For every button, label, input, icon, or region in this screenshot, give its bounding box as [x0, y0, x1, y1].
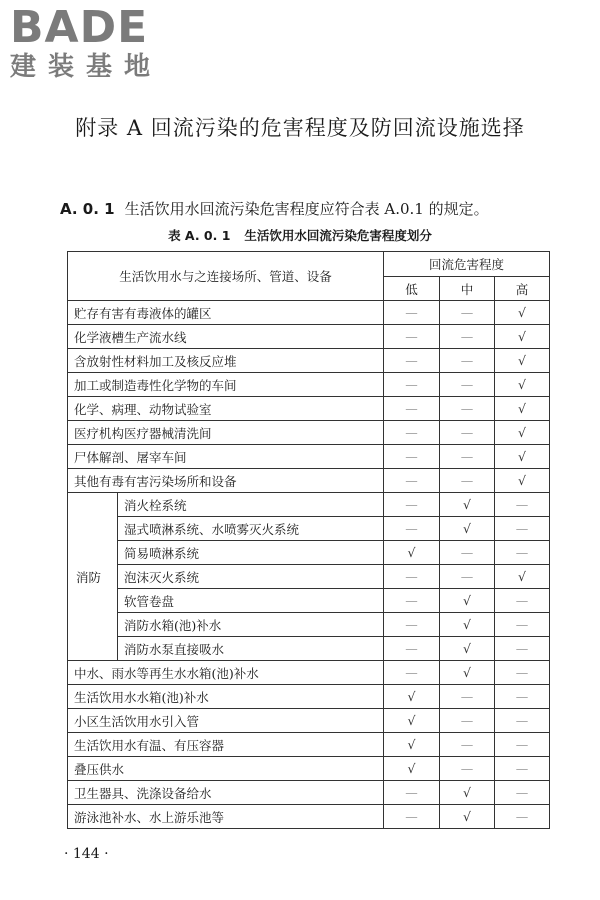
dash-mid: — — [440, 757, 495, 781]
dash-high: — — [495, 781, 550, 805]
check-mark-low: √ — [384, 757, 440, 781]
row-label: 医疗机构医疗器械清洗间 — [68, 421, 384, 445]
check-mark-mid: √ — [440, 589, 495, 613]
dash-low: — — [384, 781, 440, 805]
dash-high: — — [495, 805, 550, 829]
dash-mid: — — [440, 301, 495, 325]
table-body — [68, 301, 550, 829]
row-label: 加工或制造毒性化学物的车间 — [68, 373, 384, 397]
table-row — [68, 517, 550, 541]
dash-high: — — [495, 589, 550, 613]
table-row — [68, 709, 550, 733]
table-row — [68, 301, 550, 325]
check-mark-low: √ — [384, 709, 440, 733]
dash-mid: — — [440, 733, 495, 757]
table-caption — [0, 226, 600, 244]
check-mark-high: √ — [495, 325, 550, 349]
table-row — [68, 589, 550, 613]
dash-high: — — [495, 661, 550, 685]
table-row — [68, 325, 550, 349]
table-row — [68, 541, 550, 565]
dash-low: — — [384, 445, 440, 469]
dash-low: — — [384, 373, 440, 397]
dash-high: — — [495, 733, 550, 757]
dash-low: — — [384, 661, 440, 685]
dash-low: — — [384, 469, 440, 493]
row-label: 消火栓系统 — [118, 493, 384, 517]
check-mark-high: √ — [495, 469, 550, 493]
table-row — [68, 397, 550, 421]
appendix-title: 附录 A 回流污染的危害程度及防回流设施选择 — [75, 116, 525, 140]
row-label: 消防水泵直接吸水 — [118, 637, 384, 661]
check-mark-high: √ — [495, 301, 550, 325]
header-risk-level: 回流危害程度 — [384, 252, 550, 277]
row-label: 贮存有害有毒液体的罐区 — [68, 301, 384, 325]
risk-level-table — [67, 251, 550, 829]
dash-high: — — [495, 517, 550, 541]
dash-mid: — — [440, 685, 495, 709]
row-label: 消防水箱(池)补水 — [118, 613, 384, 637]
dash-low: — — [384, 805, 440, 829]
dash-high: — — [495, 757, 550, 781]
dash-mid: — — [440, 349, 495, 373]
table-row — [68, 445, 550, 469]
table-row — [68, 349, 550, 373]
check-mark-high: √ — [495, 349, 550, 373]
dash-low: — — [384, 493, 440, 517]
table-row — [68, 421, 550, 445]
row-label: 软管卷盘 — [118, 589, 384, 613]
row-label: 简易喷淋系统 — [118, 541, 384, 565]
logo-wordmark: BADE — [10, 2, 149, 53]
dash-mid: — — [440, 445, 495, 469]
clause-text: 生活饮用水回流污染危害程度应符合表 A.0.1 的规定。 — [124, 200, 489, 218]
dash-low: — — [384, 565, 440, 589]
row-label: 尸体解剖、屠宰车间 — [68, 445, 384, 469]
row-label: 小区生活饮用水引入管 — [68, 709, 384, 733]
table-row — [68, 805, 550, 829]
row-label: 生活饮用水有温、有压容器 — [68, 733, 384, 757]
table-row — [68, 757, 550, 781]
dash-mid: — — [440, 397, 495, 421]
dash-high: — — [495, 613, 550, 637]
check-mark-low: √ — [384, 733, 440, 757]
dash-mid: — — [440, 469, 495, 493]
check-mark-mid: √ — [440, 517, 495, 541]
row-label: 叠压供水 — [68, 757, 384, 781]
dash-mid: — — [440, 541, 495, 565]
dash-mid: — — [440, 421, 495, 445]
dash-low: — — [384, 613, 440, 637]
logo-subtitle: 建装基地 — [10, 52, 163, 82]
check-mark-low: √ — [384, 685, 440, 709]
check-mark-high: √ — [495, 397, 550, 421]
check-mark-mid: √ — [440, 661, 495, 685]
header-connection: 生活饮用水与之连接场所、管道、设备 — [68, 252, 384, 301]
row-label: 游泳池补水、水上游乐池等 — [68, 805, 384, 829]
table-row — [68, 781, 550, 805]
table-row — [68, 637, 550, 661]
check-mark-high: √ — [495, 445, 550, 469]
dash-high: — — [495, 541, 550, 565]
check-mark-low: √ — [384, 541, 440, 565]
dash-low: — — [384, 397, 440, 421]
dash-low: — — [384, 325, 440, 349]
row-label: 含放射性材料加工及核反应堆 — [68, 349, 384, 373]
dash-high: — — [495, 637, 550, 661]
dash-low: — — [384, 301, 440, 325]
table-caption-title: 生活饮用水回流污染危害程度划分 — [244, 228, 432, 243]
check-mark-mid: √ — [440, 493, 495, 517]
group-label: 消防 — [68, 493, 118, 661]
header-low: 低 — [384, 277, 440, 301]
dash-mid: — — [440, 565, 495, 589]
table-row — [68, 613, 550, 637]
dash-high: — — [495, 709, 550, 733]
page-number: · 144 · — [64, 846, 109, 862]
check-mark-mid: √ — [440, 781, 495, 805]
table-row — [68, 685, 550, 709]
table-row — [68, 661, 550, 685]
dash-mid: — — [440, 709, 495, 733]
table-row — [68, 469, 550, 493]
check-mark-mid: √ — [440, 613, 495, 637]
row-label: 湿式喷淋系统、水喷雾灭火系统 — [118, 517, 384, 541]
dash-low: — — [384, 421, 440, 445]
check-mark-high: √ — [495, 373, 550, 397]
dash-mid: — — [440, 325, 495, 349]
row-label: 其他有毒有害污染场所和设备 — [68, 469, 384, 493]
check-mark-mid: √ — [440, 637, 495, 661]
check-mark-mid: √ — [440, 805, 495, 829]
table-row — [68, 565, 550, 589]
dash-low: — — [384, 517, 440, 541]
check-mark-high: √ — [495, 565, 550, 589]
dash-high: — — [495, 685, 550, 709]
table-caption-number: 表 A. 0. 1 — [168, 228, 231, 243]
dash-high: — — [495, 493, 550, 517]
clause-number: A. 0. 1 — [60, 200, 115, 218]
dash-mid: — — [440, 373, 495, 397]
row-label: 化学液槽生产流水线 — [68, 325, 384, 349]
header-mid: 中 — [440, 277, 495, 301]
dash-low: — — [384, 637, 440, 661]
table-row — [68, 733, 550, 757]
check-mark-high: √ — [495, 421, 550, 445]
row-label: 卫生器具、洗涤设备给水 — [68, 781, 384, 805]
dash-low: — — [384, 589, 440, 613]
clause-a-0-1 — [60, 198, 489, 219]
table-row — [68, 373, 550, 397]
row-label: 泡沫灭火系统 — [118, 565, 384, 589]
row-label: 生活饮用水水箱(池)补水 — [68, 685, 384, 709]
row-label: 中水、雨水等再生水水箱(池)补水 — [68, 661, 384, 685]
header-high: 高 — [495, 277, 550, 301]
publisher-logo — [10, 2, 163, 82]
row-label: 化学、病理、动物试验室 — [68, 397, 384, 421]
table-row — [68, 493, 550, 517]
dash-low: — — [384, 349, 440, 373]
